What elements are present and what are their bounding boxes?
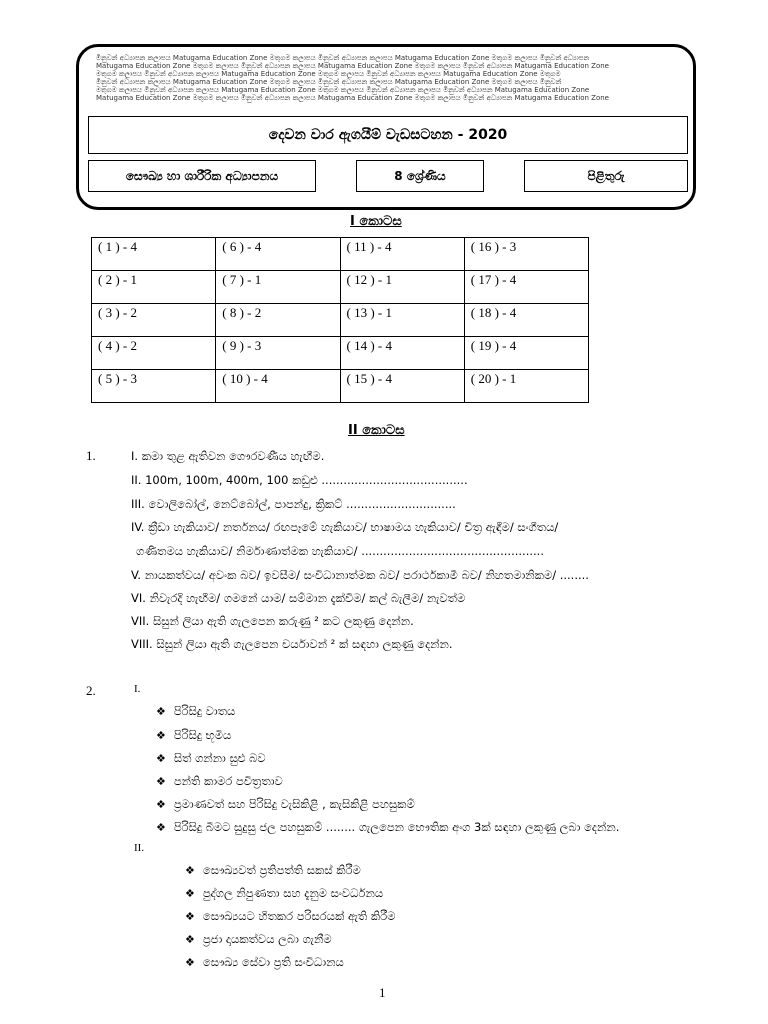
bullet-item	[185, 886, 383, 901]
answer-table	[91, 237, 589, 403]
grade-box: 8 ශ්‍රේණිය	[356, 160, 484, 192]
subject-box: සෞඛ්‍ය හා ශාරීරික අධ්‍යාපනය	[88, 160, 316, 192]
table-cell: ( 18 ) - 4	[464, 304, 588, 337]
answer-line: VI. නිවැරදි හැඟීම/ ගමනේ යාම/ සම්මාන දැක්වීම/ කල් බැලීම/ නැවත්ම	[131, 591, 466, 605]
watermark-line: මතුගම කලාපය මිනුවන් අධ්‍යාපන කලාපය Matugama Education Zone මතුගම කලාපය මිනුවන් අධ්‍යාපන කලාපය Matugama Education Zone මතුගම	[96, 70, 561, 78]
bullet-text: සෞඛ්‍යයට හිතකර පරිසරයක් ඇති කිරීම	[202, 909, 396, 923]
part2-heading: II කොටස	[348, 423, 405, 438]
diamond-bullet-icon: ❖	[156, 705, 166, 718]
table-cell: ( 12 ) - 1	[340, 271, 464, 304]
bullet-text: පිරිසිදු වාතය	[173, 704, 236, 718]
question-number: 1.	[86, 448, 96, 463]
diamond-bullet-icon: ❖	[156, 798, 166, 811]
answer-line: III. වොලිබෝල්, නෙට්බෝල්, පාපන්දු, ක්‍රිකට් ..............................	[131, 497, 456, 511]
table-cell: ( 2 ) - 1	[92, 271, 216, 304]
bullet-text: පිරිසිදු බීමට සුදුසු ජල පහසුකම් ........ ගැලපෙන භෞතික අංග 3ක් සඳහා ලකුණු ලබා දෙන්න.	[173, 820, 620, 834]
answers-box: පිළිතුරු	[524, 160, 688, 192]
table-cell: ( 15 ) - 4	[340, 370, 464, 403]
diamond-bullet-icon: ❖	[185, 933, 195, 946]
bullet-text: සෞඛ්‍ය සේවා ප්‍රති සංවිධානය	[202, 955, 344, 969]
sub-question-number: II.	[134, 842, 145, 854]
bullet-item	[156, 728, 231, 743]
watermark-line: Matugama Education Zone මතුගම කලාපය මිනුවන් අධ්‍යාපන කලාපය Matugama Education Zone මතුගම කලාපය මිනුවන් අධ්‍යාපන Matugama Education Zone	[96, 62, 609, 70]
table-cell: ( 16 ) - 3	[464, 238, 588, 271]
bullet-item	[156, 820, 619, 835]
table-cell: ( 20 ) - 1	[464, 370, 588, 403]
answer-line: ගණිතමය හැකියාව/ නිර්මාණාත්මක හැකියාව/ ..................................................	[136, 544, 544, 558]
table-cell: ( 19 ) - 4	[464, 337, 588, 370]
table-row	[92, 370, 589, 403]
bullet-item	[185, 955, 344, 970]
bullet-item	[185, 909, 395, 924]
diamond-bullet-icon: ❖	[156, 821, 166, 834]
bullet-text: සෞඛ්‍යවත් ප්‍රතිපත්ති සකස් කිරීම	[202, 863, 361, 877]
diamond-bullet-icon: ❖	[185, 956, 195, 969]
table-row	[92, 271, 589, 304]
diamond-bullet-icon: ❖	[156, 775, 166, 788]
bullet-item	[185, 863, 361, 878]
table-cell: ( 17 ) - 4	[464, 271, 588, 304]
exam-title: දෙවන වාර ඇගයීම් වැඩසටහන - 2020	[88, 116, 688, 154]
table-row	[92, 337, 589, 370]
bullet-item	[185, 932, 332, 947]
answer-line: V. නායකත්වය/ අවංක බව/ ඉවසීම/ සංවිධානාත්මක බව/ පරාර්ථකාමී බව/ නිහතමානිකම/ ........	[131, 568, 589, 582]
page-number: 1	[379, 985, 386, 1000]
bullet-text: පුද්ගල නිපුණතා සහ දැනුම සංවර්ධනය	[202, 886, 384, 900]
diamond-bullet-icon: ❖	[185, 887, 195, 900]
bullet-item	[156, 704, 235, 719]
table-cell: ( 13 ) - 1	[340, 304, 464, 337]
bullet-item	[156, 797, 415, 812]
bullet-text: ප්‍රජා දායකත්වය ලබා ගැනීම	[202, 932, 332, 946]
diamond-bullet-icon: ❖	[185, 864, 195, 877]
watermark	[96, 54, 674, 112]
table-cell: ( 9 ) - 3	[216, 337, 340, 370]
answer-line: VIII. සිසුන් ලියා ඇති ගැලපෙන චර්යාවන් ² ක් සඳහා ලකුණු දෙන්න.	[131, 637, 453, 651]
answer-line: IV. ක්‍රීඩා හැකියාව/ නර්තනය/ රඟපෑමේ හැකියාව/ භාෂාමය හැකියාව/ චිත්‍ර ඇඳීම/ සංගීතය/	[131, 520, 559, 534]
watermark-line: මිනුවන් අධ්‍යාපන කලාපය Matugama Education Zone මතුගම කලාපය මිනුවන් අධ්‍යාපන කලාපය Matugama Education Zone මතුගම කලාපය මිනුවන් අධ්‍යාපන	[96, 54, 590, 62]
bullet-item	[156, 774, 283, 789]
table-cell: ( 10 ) - 4	[216, 370, 340, 403]
watermark-line: මතුගම කලාපය මිනුවන් අධ්‍යාපන කලාපය Matugama Education Zone මතුගම කලාපය මිනුවන් අධ්‍යාපන කලාපය මිනුවන් අධ්‍යාපන Matugama Education Zone	[96, 86, 590, 94]
table-cell: ( 7 ) - 1	[216, 271, 340, 304]
answer-line: I. කමා තුළ ඇතිවන ගෞරවණීය හැඟීම.	[131, 449, 325, 463]
bullet-text: සිත් ගන්නා සුළු බව	[173, 751, 266, 765]
watermark-line: Matugama Education Zone මතුගම කලාපය මිනුවන් අධ්‍යාපන කලාපය Matugama Education Zone මතුගම කලාපය මිනුවන් අධ්‍යාපන Matugama Education Zone	[96, 94, 609, 102]
bullet-text: පිරිසිදු භූමිය	[173, 728, 232, 742]
table-row	[92, 238, 589, 271]
diamond-bullet-icon: ❖	[156, 752, 166, 765]
table-cell: ( 6 ) - 4	[216, 238, 340, 271]
diamond-bullet-icon: ❖	[185, 910, 195, 923]
bullet-item	[156, 751, 266, 766]
sub-question-number: I.	[134, 683, 141, 695]
bullet-text: ප්‍රමාණවත් සහ පිරිසිදු වැසිකිළි , කැසිකිළි පහසුකම්	[173, 797, 415, 811]
diamond-bullet-icon: ❖	[156, 729, 166, 742]
table-cell: ( 3 ) - 2	[92, 304, 216, 337]
table-cell: ( 1 ) - 4	[92, 238, 216, 271]
table-cell: ( 5 ) - 3	[92, 370, 216, 403]
table-cell: ( 11 ) - 4	[340, 238, 464, 271]
answer-line: II. 100m, 100m, 400m, 100 කඩුළු ........................................	[131, 473, 468, 487]
part1-heading: I කොටස	[350, 214, 402, 229]
table-row	[92, 304, 589, 337]
answer-line: VII. සිසුන් ලියා ඇති ගැලපෙන කරුණු ² කට ලකුණු දෙන්න.	[131, 614, 414, 628]
table-cell: ( 4 ) - 2	[92, 337, 216, 370]
table-cell: ( 14 ) - 4	[340, 337, 464, 370]
table-cell: ( 8 ) - 2	[216, 304, 340, 337]
question-number: 2.	[86, 683, 96, 698]
bullet-text: පන්ති කාමර පවිත්‍රතාව	[173, 774, 283, 788]
watermark-line: මිනුවන් අධ්‍යාපන කලාපය Matugama Education Zone මතුගම කලාපය මිනුවන් අධ්‍යාපන කලාපය Matugama Education Zone මතුගම කලාපය මිනුවන්	[96, 78, 562, 86]
